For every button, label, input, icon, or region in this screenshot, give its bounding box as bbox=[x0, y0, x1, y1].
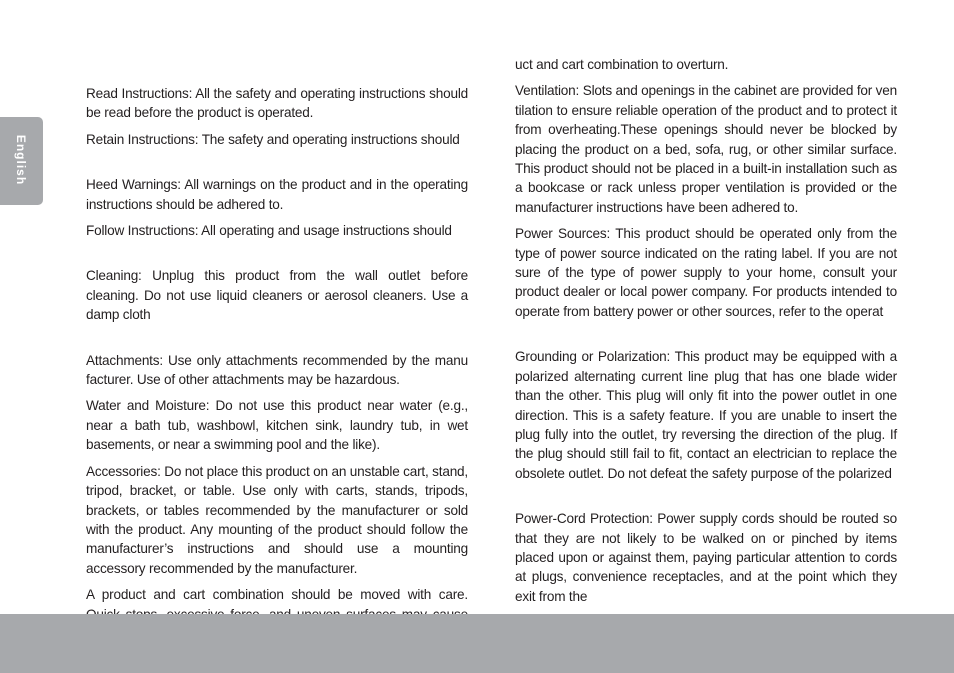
follow-instructions-paragraph: Follow Instructions: All operating and usage instructions should bbox=[86, 223, 452, 239]
heed-warnings-paragraph: Heed Warnings: All warnings on the product and in the operating instructions should be adhered to. bbox=[86, 177, 468, 212]
language-tab-label: English bbox=[14, 134, 28, 186]
cleaning-paragraph: Cleaning: Unplug this product from the wall outlet before cleaning. Do not use liquid cleaners or aerosol cleaners. Use a damp cloth bbox=[86, 268, 468, 323]
left-column bbox=[86, 84, 468, 643]
retain-instructions-paragraph: Retain Instructions: The safety and operating instructions should bbox=[86, 131, 460, 147]
right-column bbox=[515, 55, 897, 606]
accessories-paragraph: Accessories: Do not place this product on an unstable cart, stand, tripod, bracket, or table. Use only with carts, stands, tripods, brackets, or tables recommended by the manufacturer or sold with the product. Any mounting of the product should follow the manufacturer’s instructions and should use a mounting accessory recommended by the manufacturer. bbox=[86, 463, 468, 576]
footer-bar bbox=[0, 614, 954, 673]
power-cord-paragraph: Power-Cord Protection: Power supply cords should be routed so that they are not likely to be walked on or pinched by items placed upon or against them, paying particular attention to cords at plugs, convenience receptacles, and at the point which they exit from the bbox=[515, 511, 897, 604]
cart-paragraph: A product and cart combination should be moved with care. bbox=[86, 587, 468, 603]
grounding-paragraph: Grounding or Polarization: This product may be equipped with a polarized alternating current line plug that has one blade wider than the other. This plug will only fit into the power outlet in one direction. This is a safety feature. If you are unable to insert the plug fully into the outlet, try reversing the direction of the plug. If the plug should still fail to fit, contact an electrician to replace the obsolete outlet. Do not defeat the safety purpose of the polarized bbox=[515, 349, 897, 481]
ventilation-paragraph: Ventilation: Slots and openings in the cabinet are provided for ven tilation to ensure reliable operation of the product and to protect it from overheating.These openings should never be blocked by placing the product on a bed, sofa, rug, or other similar surface. This product should not be placed in a built-in installation such as a bookcase or rack unless proper ventilation is provided or the manufacturer instructions have been adhered to. bbox=[515, 83, 897, 215]
read-instructions-paragraph: Read Instructions: All the safety and operating instructions should be read before the product is operated. bbox=[86, 86, 468, 121]
attachments-paragraph: Attachments: Use only attachments recommended by the manu facturer. Use of other attachments may be hazardous. bbox=[86, 352, 468, 388]
cart-continued-paragraph: uct and cart combination to overturn. bbox=[515, 57, 729, 72]
water-moisture-paragraph: Water and Moisture: Do not use this product near water (e.g., near a bath tub, washbowl, kitchen sink, laundry tub, in wet basements, or near a swimming pool and the like). bbox=[86, 398, 468, 453]
power-sources-paragraph: Power Sources: This product should be operated only from the type of power source indicated on the rating label. If you are not sure of the type of power supply to your home, consult your product dealer or local power company. For products intended to operate from battery power or other sources, refer to the operat bbox=[515, 226, 897, 319]
